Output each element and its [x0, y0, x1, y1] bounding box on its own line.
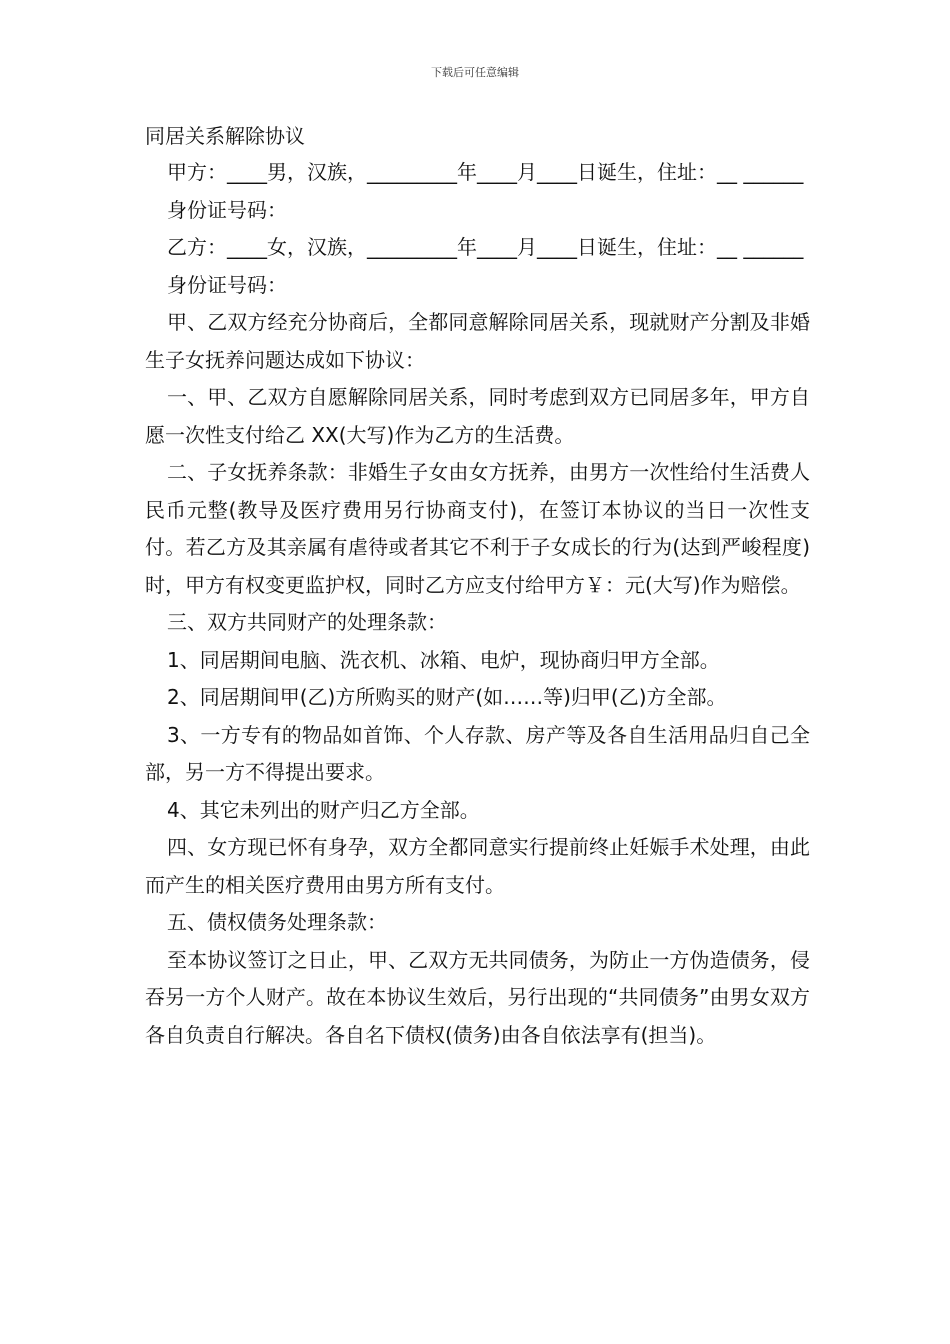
- party-a-info: 甲方：____男，汉族，_________年____月____日诞生，住址：__ ______: [167, 160, 804, 184]
- clause-2-child-support: 二、子女抚养条款：非婚生子女由女方抚养，由男方一次性给付生活费人民币元整(教导及医疗费用另行协商支付)，在签订本协议的当日一次性支付。若乙方及其亲属有虐待或者其它不利于子女成长的行为(达到严峻程度)时，甲方有权变更监护权，同时乙方应支付给甲方￥：元(大写)作为赔偿。: [145, 460, 810, 597]
- clause-3-item-2: 2、同居期间甲(乙)方所购买的财产(如……等)归甲(乙)方全部。: [167, 685, 727, 709]
- party-b-info: 乙方：____女，汉族，_________年____月____日诞生，住址：__ ______: [167, 235, 804, 259]
- clause-1: 一、甲、乙双方自愿解除同居关系，同时考虑到双方已同居多年，甲方自愿一次性支付给乙 XX(大写)作为乙方的生活费。: [145, 385, 810, 447]
- party-a-id: 身份证号码：: [167, 197, 287, 222]
- party-b-id: 身份证号码：: [167, 272, 287, 297]
- preamble-paragraph: 甲、乙双方经充分协商后，全都同意解除同居关系，现就财产分割及非婚生子女抚养问题达成如下协议：: [145, 310, 810, 372]
- clause-3-item-3: 3、一方专有的物品如首饰、个人存款、房产等及各自生活用品归自己全部，另一方不得提出要求。: [145, 722, 810, 784]
- clause-5-heading: 五、债权债务处理条款：: [167, 910, 387, 934]
- document-body: [145, 120, 810, 1054]
- document-title: 同居关系解除协议: [145, 124, 305, 148]
- clause-3-item-4: 4、其它未列出的财产归乙方全部。: [167, 797, 480, 822]
- clause-3-heading: 三、双方共同财产的处理条款：: [167, 610, 447, 634]
- clause-3-item-1: 1、同居期间电脑、洗衣机、冰箱、电炉，现协商归甲方全部。: [167, 647, 720, 672]
- clause-5-body: 至本协议签订之日止，甲、乙双方无共同债务，为防止一方伪造债务，侵吞另一方个人财产。故在本协议生效后，另行出现的“共同债务”由男女双方各自负责自行解决。各自名下债权(债务)由各自依法享有(担当)。: [145, 947, 810, 1047]
- clause-4: 四、女方现已怀有身孕，双方全都同意实行提前终止妊娠手术处理，由此而产生的相关医疗费用由男方所有支付。: [145, 835, 810, 897]
- page-header-note: 下载后可任意编辑: [431, 66, 519, 79]
